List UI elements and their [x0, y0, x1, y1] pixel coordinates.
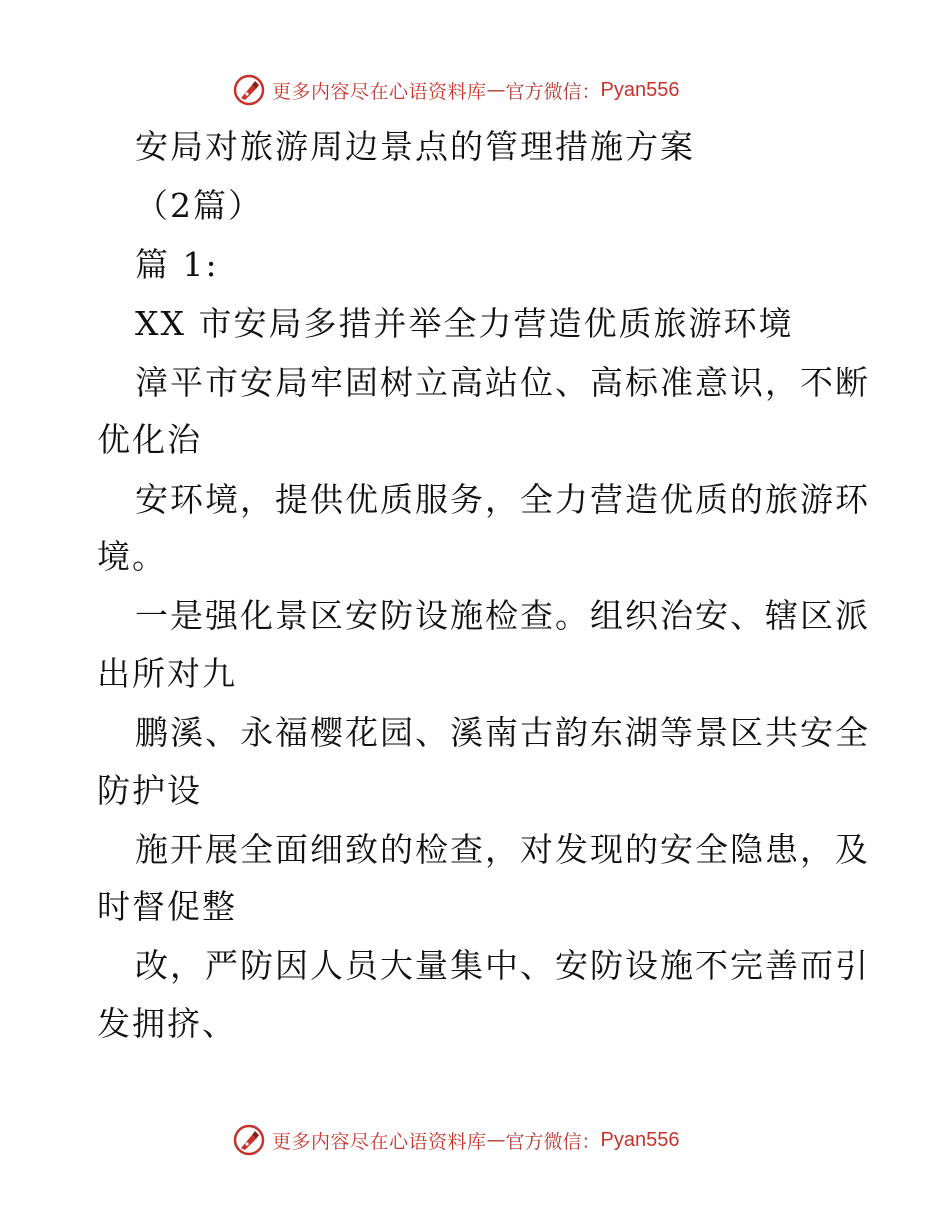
paragraph-line: 优化治	[97, 420, 202, 459]
section-label: 篇 1:	[135, 245, 219, 284]
paragraph-line: 出所对九	[97, 654, 237, 693]
paragraph-line: 时督促整	[97, 887, 237, 926]
paragraph-line: 发拥挤、	[97, 1004, 237, 1043]
watermark-wechat-label: 官方微信：	[505, 1130, 601, 1153]
watermark-text: 更多内容尽在心语资料库	[272, 80, 487, 103]
watermark-separator: —	[486, 79, 506, 101]
section-heading: XX 市安局多措并举全力营造优质旅游环境	[135, 304, 794, 343]
paragraph-line: 防护设	[97, 771, 202, 810]
watermark-wechat-label: 官方微信：	[505, 80, 601, 103]
pen-nib-circle-icon	[232, 73, 266, 107]
document-title: 安局对旅游周边景点的管理措施方案	[135, 127, 695, 166]
header-watermark	[232, 70, 752, 110]
watermark-wechat-id: Pyan556	[600, 1128, 680, 1151]
paragraph-line: 一是强化景区安防设施检查。组织治安、辖区派	[135, 596, 870, 635]
paragraph-line: 漳平市安局牢固树立高站位、高标准意识，不断	[135, 363, 870, 402]
watermark-separator: —	[486, 1129, 506, 1151]
document-subtitle: （2篇）	[135, 186, 263, 225]
paragraph-line: 改，严防因人员大量集中、安防设施不完善而引	[135, 946, 870, 985]
paragraph-line: 境。	[97, 537, 167, 576]
footer-watermark	[232, 1120, 752, 1160]
paragraph-line: 施开展全面细致的检查，对发现的安全隐患，及	[135, 830, 870, 869]
pen-nib-circle-icon	[232, 1123, 266, 1157]
watermark-text: 更多内容尽在心语资料库	[272, 1130, 487, 1153]
watermark-wechat-id: Pyan556	[600, 78, 680, 101]
paragraph-line: 安环境，提供优质服务，全力营造优质的旅游环	[135, 480, 870, 519]
paragraph-line: 鹏溪、永福樱花园、溪南古韵东湖等景区共安全	[135, 713, 870, 752]
